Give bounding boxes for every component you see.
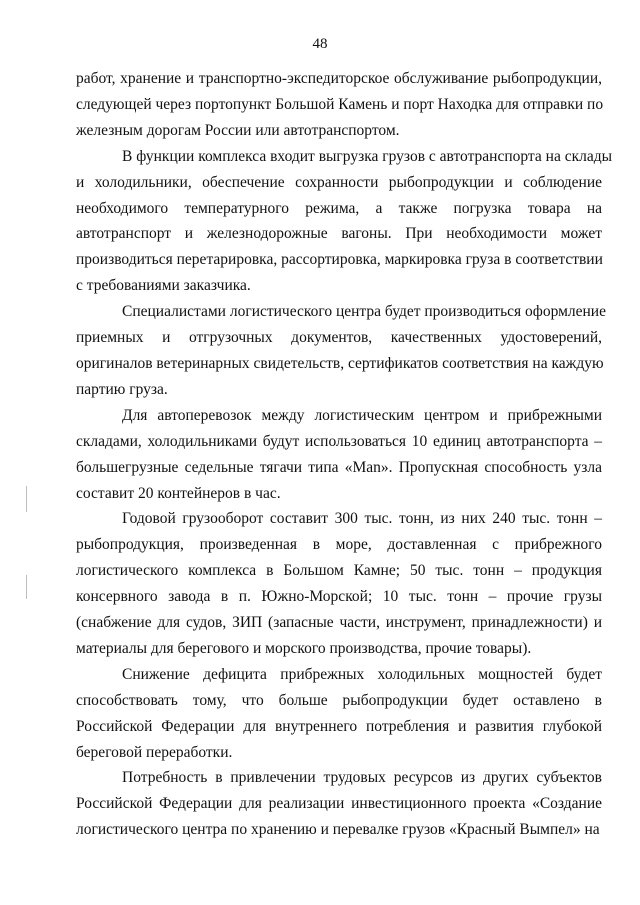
text-line: приемных и отгрузочных документов, качественных удостоверений, bbox=[76, 329, 602, 347]
text-line: рыбопродукция, произведенная в море, доставленная с прибрежного bbox=[76, 536, 602, 554]
text-line: оригиналов ветеринарных свидетельств, сертификатов соответствия на каждую bbox=[76, 354, 604, 372]
text-line: складами, холодильниками будут использоваться 10 единиц автотранспорта – bbox=[76, 432, 602, 450]
text-line: составит 20 контейнеров в час. bbox=[76, 484, 281, 502]
text-line: железным дорогам России или автотранспортом. bbox=[76, 121, 400, 139]
text-line: Годовой грузооборот составит 300 тыс. тонн, из них 240 тыс. тонн – bbox=[122, 510, 602, 528]
text-line: Потребность в привлечении трудовых ресурсов из других субъектов bbox=[122, 769, 602, 787]
text-line: Российской Федерации для реализации инвестиционного проекта «Создание bbox=[76, 795, 602, 813]
paragraph bbox=[76, 662, 602, 766]
paragraph bbox=[76, 66, 602, 144]
text-line: береговой переработки. bbox=[76, 743, 233, 761]
text-line: В функции комплекса входит выгрузка грузов с автотранспорта на склады bbox=[122, 147, 613, 165]
text-line: логистического комплекса в Большом Камне; 50 тыс. тонн – продукция bbox=[76, 562, 602, 580]
text-line: Российской Федерации для внутреннего потребления и развития глубокой bbox=[76, 717, 602, 735]
text-line: Для автоперевозок между логистическим центром и прибрежными bbox=[122, 406, 602, 424]
text-line: большегрузные седельные тягачи типа «Man». Пропускная способность узла bbox=[76, 458, 602, 476]
text-line: автотранспорт и железнодорожные вагоны. При необходимости может bbox=[76, 225, 602, 243]
text-line: работ, хранение и транспортно-экспедиторское обслуживание рыбопродукции, bbox=[76, 70, 602, 87]
text-line: логистического центра по хранению и перевалке грузов «Красный Вымпел» на bbox=[76, 821, 600, 839]
text-line: производиться перетарировка, рассортировка, маркировка груза в соответствии bbox=[76, 251, 603, 269]
paragraph bbox=[76, 506, 602, 661]
document-body bbox=[76, 66, 613, 843]
text-line: способствовать тому, что больше рыбопродукции будет оставлено в bbox=[76, 691, 602, 709]
text-line: следующей через портопункт Большой Камень и порт Находка для отправки по bbox=[76, 95, 604, 113]
text-line: консервного завода в п. Южно-Морской; 10 тыс. тонн – прочие грузы bbox=[76, 588, 602, 606]
text-line: партию груза. bbox=[76, 380, 168, 398]
paragraph bbox=[76, 299, 606, 403]
paragraph bbox=[76, 144, 613, 299]
margin-scan-mark bbox=[26, 575, 27, 599]
text-line: (снабжение для судов, ЗИП (запасные части, инструмент, принадлежности) и bbox=[76, 614, 602, 632]
text-line: Специалистами логистического центра будет производиться оформление bbox=[122, 303, 606, 321]
paragraph bbox=[76, 403, 602, 507]
text-line: необходимого температурного режима, а также погрузка товара на bbox=[76, 199, 602, 217]
page-number: 48 bbox=[312, 36, 328, 52]
text-line: материалы для берегового и морского производства, прочие товары). bbox=[76, 639, 532, 657]
text-line: и холодильники, обеспечение сохранности рыбопродукции и соблюдение bbox=[76, 173, 602, 191]
paragraph bbox=[76, 765, 602, 843]
text-line: с требованиями заказчика. bbox=[76, 277, 251, 295]
margin-scan-mark bbox=[26, 486, 27, 512]
text-line: Снижение дефицита прибрежных холодильных мощностей будет bbox=[122, 665, 602, 683]
